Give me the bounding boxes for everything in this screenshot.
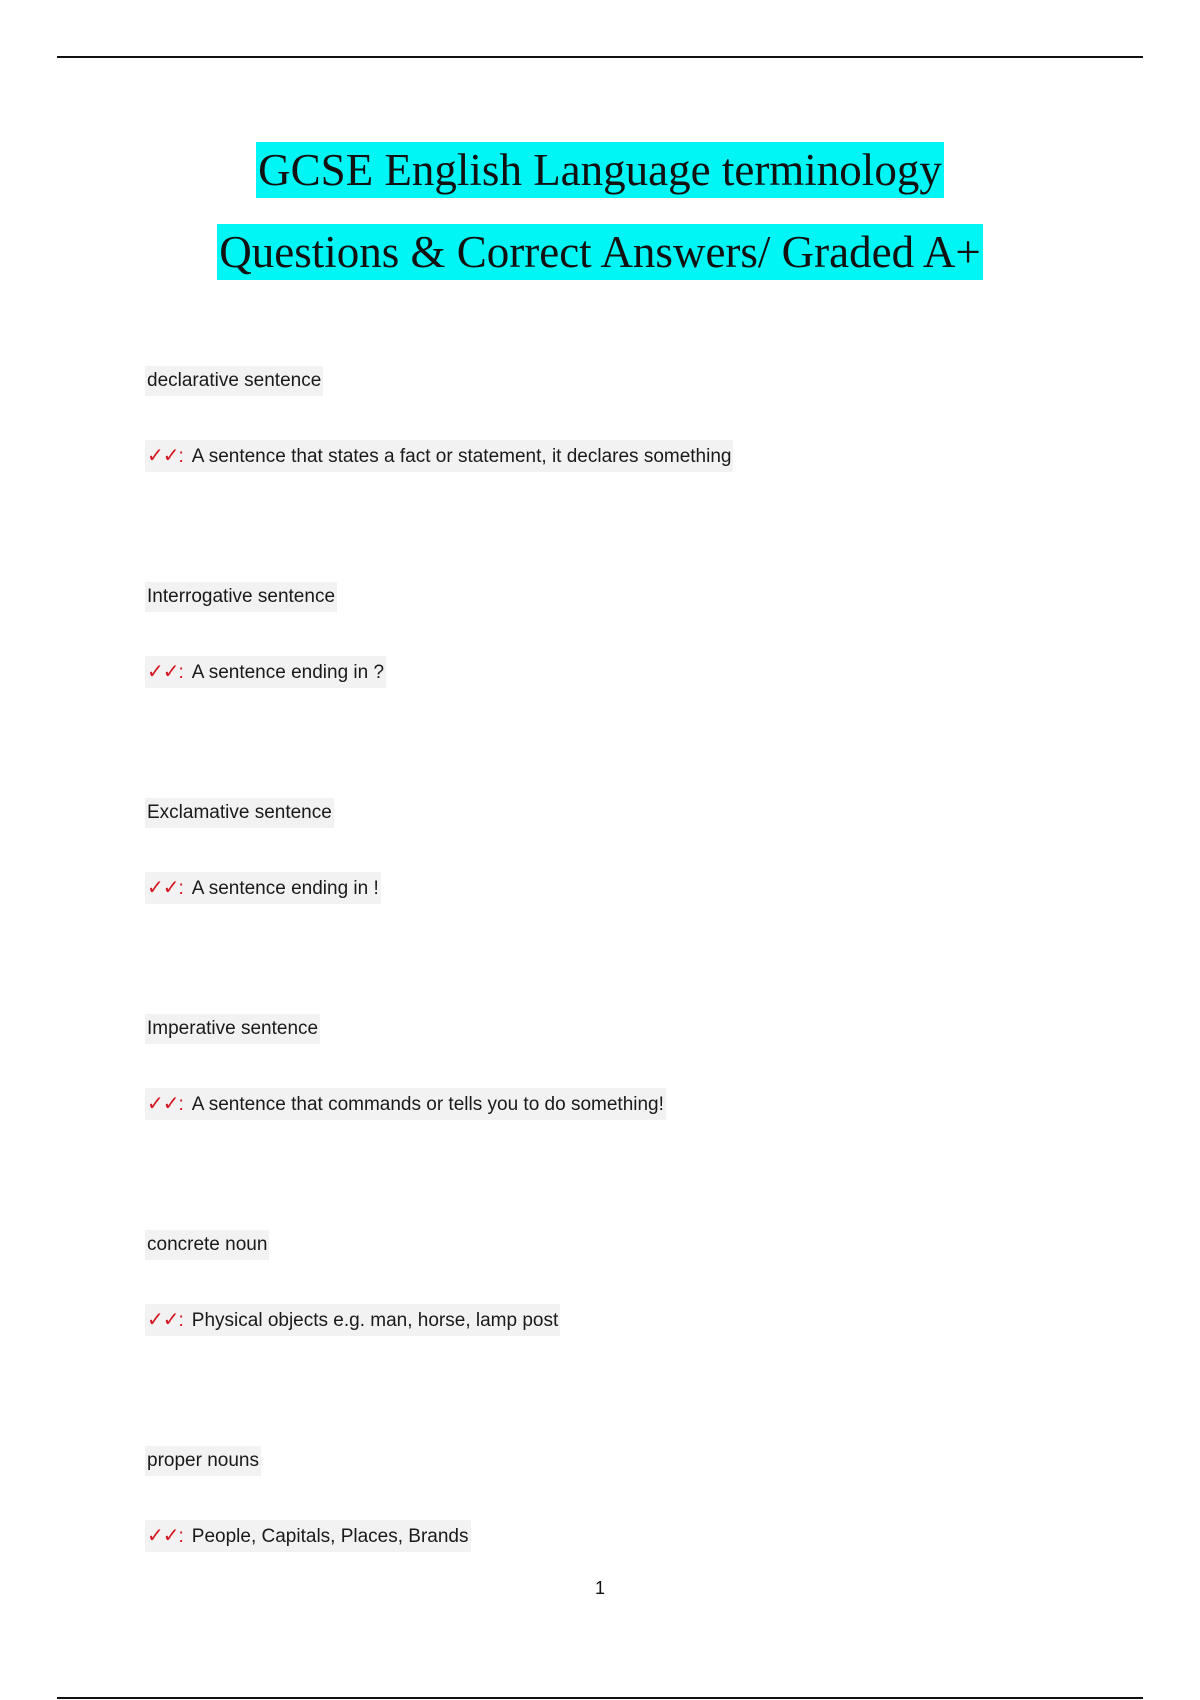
answer-text: A sentence ending in ! xyxy=(191,878,379,899)
answer-marker-colon: : xyxy=(178,878,184,899)
double-check-icon: ✓✓ xyxy=(147,659,179,683)
question-term: declarative sentence xyxy=(145,366,323,396)
answer-marker-colon: : xyxy=(178,1094,184,1115)
page-number: 1 xyxy=(594,1578,605,1598)
question-term: Imperative sentence xyxy=(145,1014,320,1044)
question-term: concrete noun xyxy=(145,1230,269,1260)
qa-item xyxy=(145,1446,1045,1662)
answer-marker-colon: : xyxy=(178,662,184,683)
answer-line xyxy=(145,872,381,904)
question-term: proper nouns xyxy=(145,1446,261,1476)
answer-text: Physical objects e.g. man, horse, lamp post xyxy=(191,1310,559,1331)
document-title xyxy=(0,142,1200,280)
question-term: Interrogative sentence xyxy=(145,582,337,612)
answer-marker-colon: : xyxy=(178,1310,184,1331)
double-check-icon: ✓✓ xyxy=(147,1307,179,1331)
answer-text: A sentence ending in ? xyxy=(191,662,385,683)
answer-line xyxy=(145,656,386,688)
answer-text: A sentence that commands or tells you to do something! xyxy=(191,1094,664,1115)
qa-item xyxy=(145,798,1045,1014)
bottom-rule xyxy=(57,1697,1143,1699)
answer-line xyxy=(145,440,733,472)
title-line-2: Questions & Correct Answers/ Graded A+ xyxy=(217,224,983,280)
title-line-1: GCSE English Language terminology xyxy=(256,142,944,198)
double-check-icon: ✓✓ xyxy=(147,443,179,467)
double-check-icon: ✓✓ xyxy=(147,875,179,899)
answer-marker-colon: : xyxy=(178,446,184,467)
qa-item xyxy=(145,1014,1045,1230)
double-check-icon: ✓✓ xyxy=(147,1091,179,1115)
top-rule xyxy=(57,56,1143,58)
qa-list xyxy=(145,366,1045,1662)
qa-item xyxy=(145,582,1045,798)
answer-line xyxy=(145,1088,666,1120)
answer-text: A sentence that states a fact or statement, it declares something xyxy=(191,446,732,467)
answer-line xyxy=(145,1304,560,1336)
question-term: Exclamative sentence xyxy=(145,798,334,828)
qa-item xyxy=(145,1230,1045,1446)
qa-item xyxy=(145,366,1045,582)
answer-text: People, Capitals, Places, Brands xyxy=(191,1526,469,1547)
answer-line xyxy=(145,1520,471,1552)
double-check-icon: ✓✓ xyxy=(147,1523,179,1547)
answer-marker-colon: : xyxy=(178,1526,184,1547)
